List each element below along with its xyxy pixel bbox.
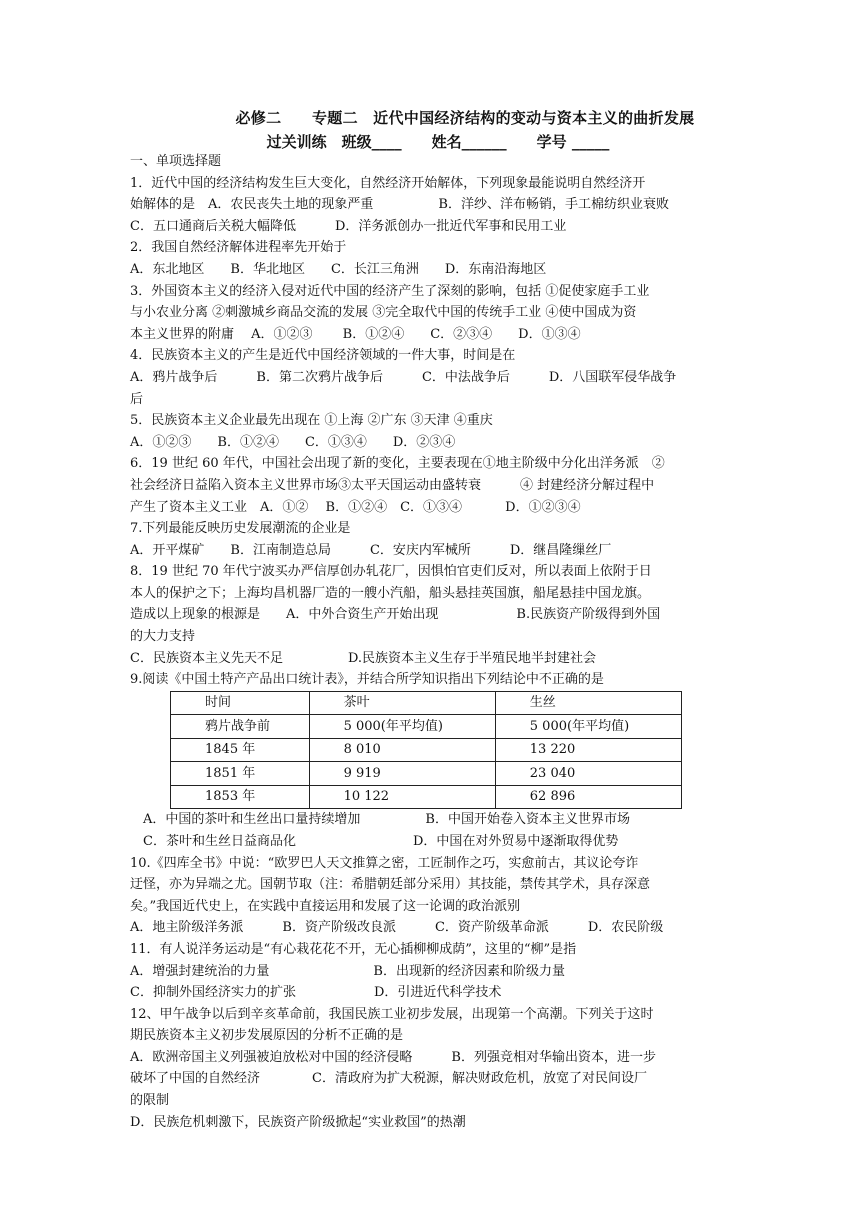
text-line: 本人的保护之下；上海均昌机器厂造的一艘小汽船，船头悬挂英国旗，船尾悬挂中国龙旗。 (130, 585, 651, 601)
text-line: A．欧洲帝国主义列强被迫放松对中国的经济侵略 B．列强竞相对华输出资本，进一步 (130, 1049, 656, 1065)
document-subtitle: 过关训练 班级____ 姓名______ 学号 _____ (266, 133, 610, 151)
table-cell: 23 040 (495, 762, 681, 786)
table-cell: 5 000(年平均值) (495, 715, 681, 739)
table-cell: 5 000(年平均值) (309, 715, 495, 739)
text-line: 7.下列最能反映历史发展潮流的企业是 (130, 521, 351, 537)
text-line: 后 (130, 391, 144, 407)
text-line: C．民族资本主义先天不足 D.民族资本主义生存于半殖民地半封建社会 (130, 650, 597, 666)
text-line: A．增强封建统治的力量 B．出现新的经济因素和阶级力量 (130, 963, 565, 979)
table-cell: 1853 年 (171, 785, 310, 809)
table-row (171, 738, 682, 762)
text-line: 8．19 世纪 70 年代宁波买办严信厚创办轧花厂，因惧怕官吏们反对，所以表面上依附于日 (130, 564, 652, 580)
document-title: 必修二 专题二 近代中国经济结构的变动与资本主义的曲折发展 (235, 109, 695, 127)
section-heading: 一、单项选择题 (130, 154, 222, 169)
text-line: 破坏了中国的自然经济 C．清政府为扩大税源，解决财政危机，放宽了对民间设厂 (130, 1071, 647, 1087)
text-line: 1．近代中国的经济结构发生巨大变化，自然经济开始解体，下列现象最能说明自然经济开 (130, 175, 646, 191)
text-line: 矣。”我国近代史上，在实践中直接运用和发展了这一论调的政治派别 (130, 898, 521, 914)
text-line: 产生了资本主义工业 A．①② B．①②④ C．①③④ D．①②③④ (130, 499, 581, 515)
text-line: 5．民族资本主义企业最先出现在 ①上海 ②广东 ③天津 ④重庆 (130, 413, 493, 429)
table-cell: 1845 年 (171, 738, 310, 762)
table-cell: 10 122 (309, 785, 495, 809)
text-line: C．抑制外国经济实力的扩张 D．引进近代科学技术 (130, 985, 502, 1001)
text-line: 6．19 世纪 60 年代，中国社会出现了新的变化，主要表现在①地主阶级中分化出洋务派 ② (130, 456, 665, 472)
text-line: 本主义世界的附庸 A．①②③ B．①②④ C．②③④ D．①③④ (130, 326, 581, 342)
text-line: 的大力支持 (130, 629, 196, 645)
text-line: D．民族危机刺激下，民族资产阶级掀起“实业救国”的热潮 (130, 1114, 466, 1130)
text-line: 11．有人说洋务运动是“有心栽花花不开，无心插柳柳成荫”，这里的“柳”是指 (130, 941, 577, 957)
text-line: C．五口通商后关税大幅降低 D．洋务派创办一批近代军事和民用工业 (130, 218, 567, 234)
text-line: C．茶叶和生丝日益商品化 D．中国在对外贸易中逐渐取得优势 (130, 833, 619, 849)
table-header-cell: 茶叶 (309, 691, 495, 715)
text-line: 与小农业分离 ②刺激城乡商品交流的发展 ③完全取代中国的传统手工业 ④使中国成为资 (130, 305, 637, 321)
text-line: 期民族资本主义初步发展原因的分析不正确的是 (130, 1028, 404, 1044)
text-line: A．鸦片战争后 B．第二次鸦片战争后 C．中法战争后 D．八国联军侵华战争 (130, 369, 677, 385)
table-row (171, 762, 682, 786)
text-line: 10.《四库全书》中说：“欧罗巴人天文推算之密，工匠制作之巧，实愈前古，其议论夸诈 (130, 855, 639, 871)
text-line: 始解体的是 A．农民丧失土地的现象严重 B．洋纱、洋布畅销，手工棉纺织业衰败 (130, 197, 669, 213)
table-cell: 13 220 (495, 738, 681, 762)
table-cell: 8 010 (309, 738, 495, 762)
text-line: 造成以上现象的根源是 A．中外合资生产开始出现 B.民族资产阶级得到外国 (130, 607, 661, 623)
question-lines-1-9 (130, 173, 736, 691)
text-line: 12、甲午战争以后到辛亥革命前，我国民族工业初步发展，出现第一个高潮。下列关于这时 (130, 1006, 654, 1022)
table-cell: 鸦片战争前 (171, 715, 310, 739)
table-cell: 62 896 (495, 785, 681, 809)
table-cell: 1851 年 (171, 762, 310, 786)
table-cell: 9 919 (309, 762, 495, 786)
text-line: A．中国的茶叶和生丝出口量持续增加 B．中国开始卷入资本主义世界市场 (130, 812, 630, 828)
table-header-cell: 时间 (171, 691, 310, 715)
table-header-cell: 生丝 (495, 691, 681, 715)
text-line: 迂怪，亦为异端之尤。国朝节取（注：希腊朝廷部分采用）其技能，禁传其学术，具存深意 (130, 877, 651, 893)
text-line: 3．外国资本主义的经济入侵对近代中国的经济产生了深刻的影响，包括 ①促使家庭手工业 (130, 283, 650, 299)
text-line: A．地主阶级洋务派 B．资产阶级改良派 C．资产阶级革命派 D．农民阶级 (130, 920, 664, 936)
export-statistics-table (170, 691, 682, 810)
question-lines-9-12 (130, 809, 736, 1133)
text-line: 9.阅读《中国土特产产品出口统计表》，并结合所学知识指出下列结论中不正确的是 (130, 672, 604, 688)
text-line: 4．民族资本主义的产生是近代中国经济领域的一件大事，时间是在 (130, 348, 516, 364)
text-line: 的限制 (130, 1093, 170, 1109)
table-row (171, 785, 682, 809)
text-line: 2．我国自然经济解体进程率先开始于 (130, 240, 347, 256)
text-line: A．东北地区 B．华北地区 C．长江三角洲 D．东南沿海地区 (130, 261, 547, 277)
table-row (171, 715, 682, 739)
text-line: A．①②③ B．①②④ C．①③④ D．②③④ (130, 434, 456, 450)
question-body (130, 151, 736, 1133)
table-header-row (171, 691, 682, 715)
text-line: A．开平煤矿 B．江南制造总局 C．安庆内军械所 D．继昌隆缫丝厂 (130, 542, 612, 558)
text-line: 社会经济日益陷入资本主义世界市场③太平天国运动由盛转衰 ④ 封建经济分解过程中 (130, 477, 655, 493)
